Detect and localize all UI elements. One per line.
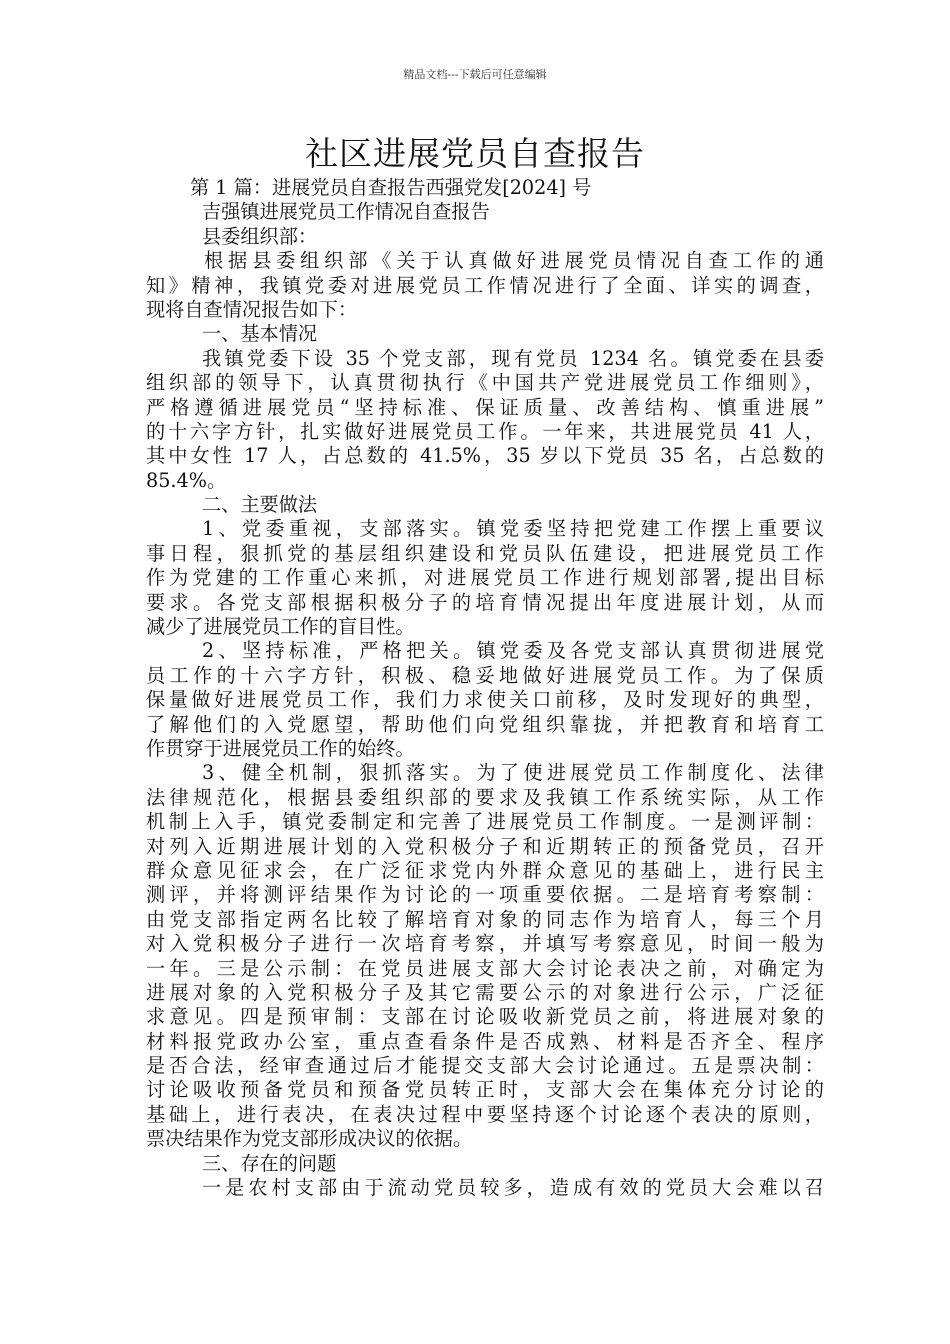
text-line: 现将自查情况报告如下：: [146, 297, 358, 321]
text-line: 机制上入手，镇党委制定和完善了进展党员工作制度。一是测评制：: [146, 810, 824, 834]
text-line: 三、存在的问题: [202, 1151, 337, 1175]
text-line: 2、坚持标准，严格把关。镇党委及各党支部认真贯彻进展党: [202, 639, 824, 663]
text-line: 85.4%。: [146, 468, 227, 492]
text-line: 员工作的十六字方针，积极、稳妥地做好进展党员工作。为了保质: [146, 663, 824, 687]
document-body: [146, 176, 824, 1200]
text-line: 票决结果作为党支部形成决议的依据。: [146, 1127, 473, 1151]
text-line: 保量做好进展党员工作，我们力求使关口前移，及时发现好的典型，: [146, 688, 824, 712]
document-title: 社区进展党员自查报告: [305, 134, 645, 173]
text-line: 根据县委组织部《关于认真做好进展党员情况自查工作的通: [204, 249, 824, 273]
text-line: 测评，并将测评结果作为讨论的一项重要依据。二是培育考察制：: [146, 883, 824, 907]
text-line: 作为党建的工作重心来抓，对进展党员工作进行规划部署,提出目标: [146, 566, 824, 590]
text-line: 对入党积极分子进行一次培育考察，并填写考察意见，时间一般为: [146, 932, 824, 956]
text-line: 进展对象的入党积极分子及其它需要公示的对象进行公示，广泛征: [146, 980, 824, 1004]
text-line: 严格遵循进展党员“坚持标准、保证质量、改善结构、慎重进展”: [146, 395, 824, 419]
text-line: 一、基本情况: [202, 322, 318, 346]
text-line: 事日程，狠抓党的基层组织建设和党员队伍建设，把进展党员工作: [146, 541, 824, 565]
text-line: 的十六字方针，扎实做好进展党员工作。一年来，共进展党员 41 人，: [146, 419, 824, 443]
text-line: 吉强镇进展党员工作情况自查报告: [202, 200, 490, 224]
text-line: 其中女性 17 人，占总数的 41.5%，35 岁以下党员 35 名，占总数的: [146, 444, 824, 468]
text-line: 组织部的领导下，认真贯彻执行《中国共产党进展党员工作细则》，: [146, 371, 824, 395]
text-line: 作贯穿于进展党员工作的始终。: [146, 736, 415, 760]
text-line: 群众意见征求会，在广泛征求党内外群众意见的基础上，进行民主: [146, 858, 824, 882]
text-line: 是否合法，经审查通过后才能提交支部大会讨论通过。五是票决制：: [146, 1054, 824, 1078]
text-line: 二、主要做法: [202, 493, 318, 517]
text-line: 求意见。四是预审制：支部在讨论吸收新党员之前，将进展对象的: [146, 1005, 824, 1029]
text-line: 材料报党政办公室，重点查看条件是否成熟、材料是否齐全、程序: [146, 1029, 824, 1053]
text-line: 我镇党委下设 35 个党支部，现有党员 1234 名。镇党委在县委: [202, 346, 824, 370]
text-line: 了解他们的入党愿望，帮助他们向党组织靠拢，并把教育和培育工: [146, 712, 824, 736]
text-line: 要求。各党支部根据积极分子的培育情况提出年度进展计划，从而: [146, 590, 824, 614]
text-line: 对列入近期进展计划的入党积极分子和近期转正的预备党员，召开: [146, 834, 824, 858]
text-line: 县委组织部：: [202, 224, 318, 248]
text-line: 一是农村支部由于流动党员较多，造成有效的党员大会难以召: [202, 1176, 824, 1200]
text-line: 由党支部指定两名比较了解培育对象的同志作为培育人，每三个月: [146, 907, 824, 931]
text-line: 法律规范化，根据县委组织部的要求及我镇工作系统实际，从工作: [146, 785, 824, 809]
text-line: 讨论吸收预备党员和预备党员转正时，支部大会在集体充分讨论的: [146, 1078, 824, 1102]
text-line: 第 1 篇：进展党员自查报告西强党发[2024] 号: [190, 176, 592, 199]
text-line: 1、党委重视，支部落实。镇党委坚持把党建工作摆上重要议: [202, 517, 824, 541]
text-line: 减少了进展党员工作的盲目性。: [146, 615, 415, 639]
text-line: 一年。三是公示制：在党员进展支部大会讨论表决之前，对确定为: [146, 956, 824, 980]
text-line: 基础上，进行表决，在表决过程中要坚持逐个讨论逐个表决的原则，: [146, 1102, 824, 1126]
text-line: 3、健全机制，狠抓落实。为了使进展党员工作制度化、法律: [202, 761, 824, 785]
text-line: 知》精神，我镇党委对进展党员工作情况进行了全面、详实的调查，: [146, 273, 824, 297]
page-header: 精品文档---下载后可任意编辑: [403, 68, 547, 81]
